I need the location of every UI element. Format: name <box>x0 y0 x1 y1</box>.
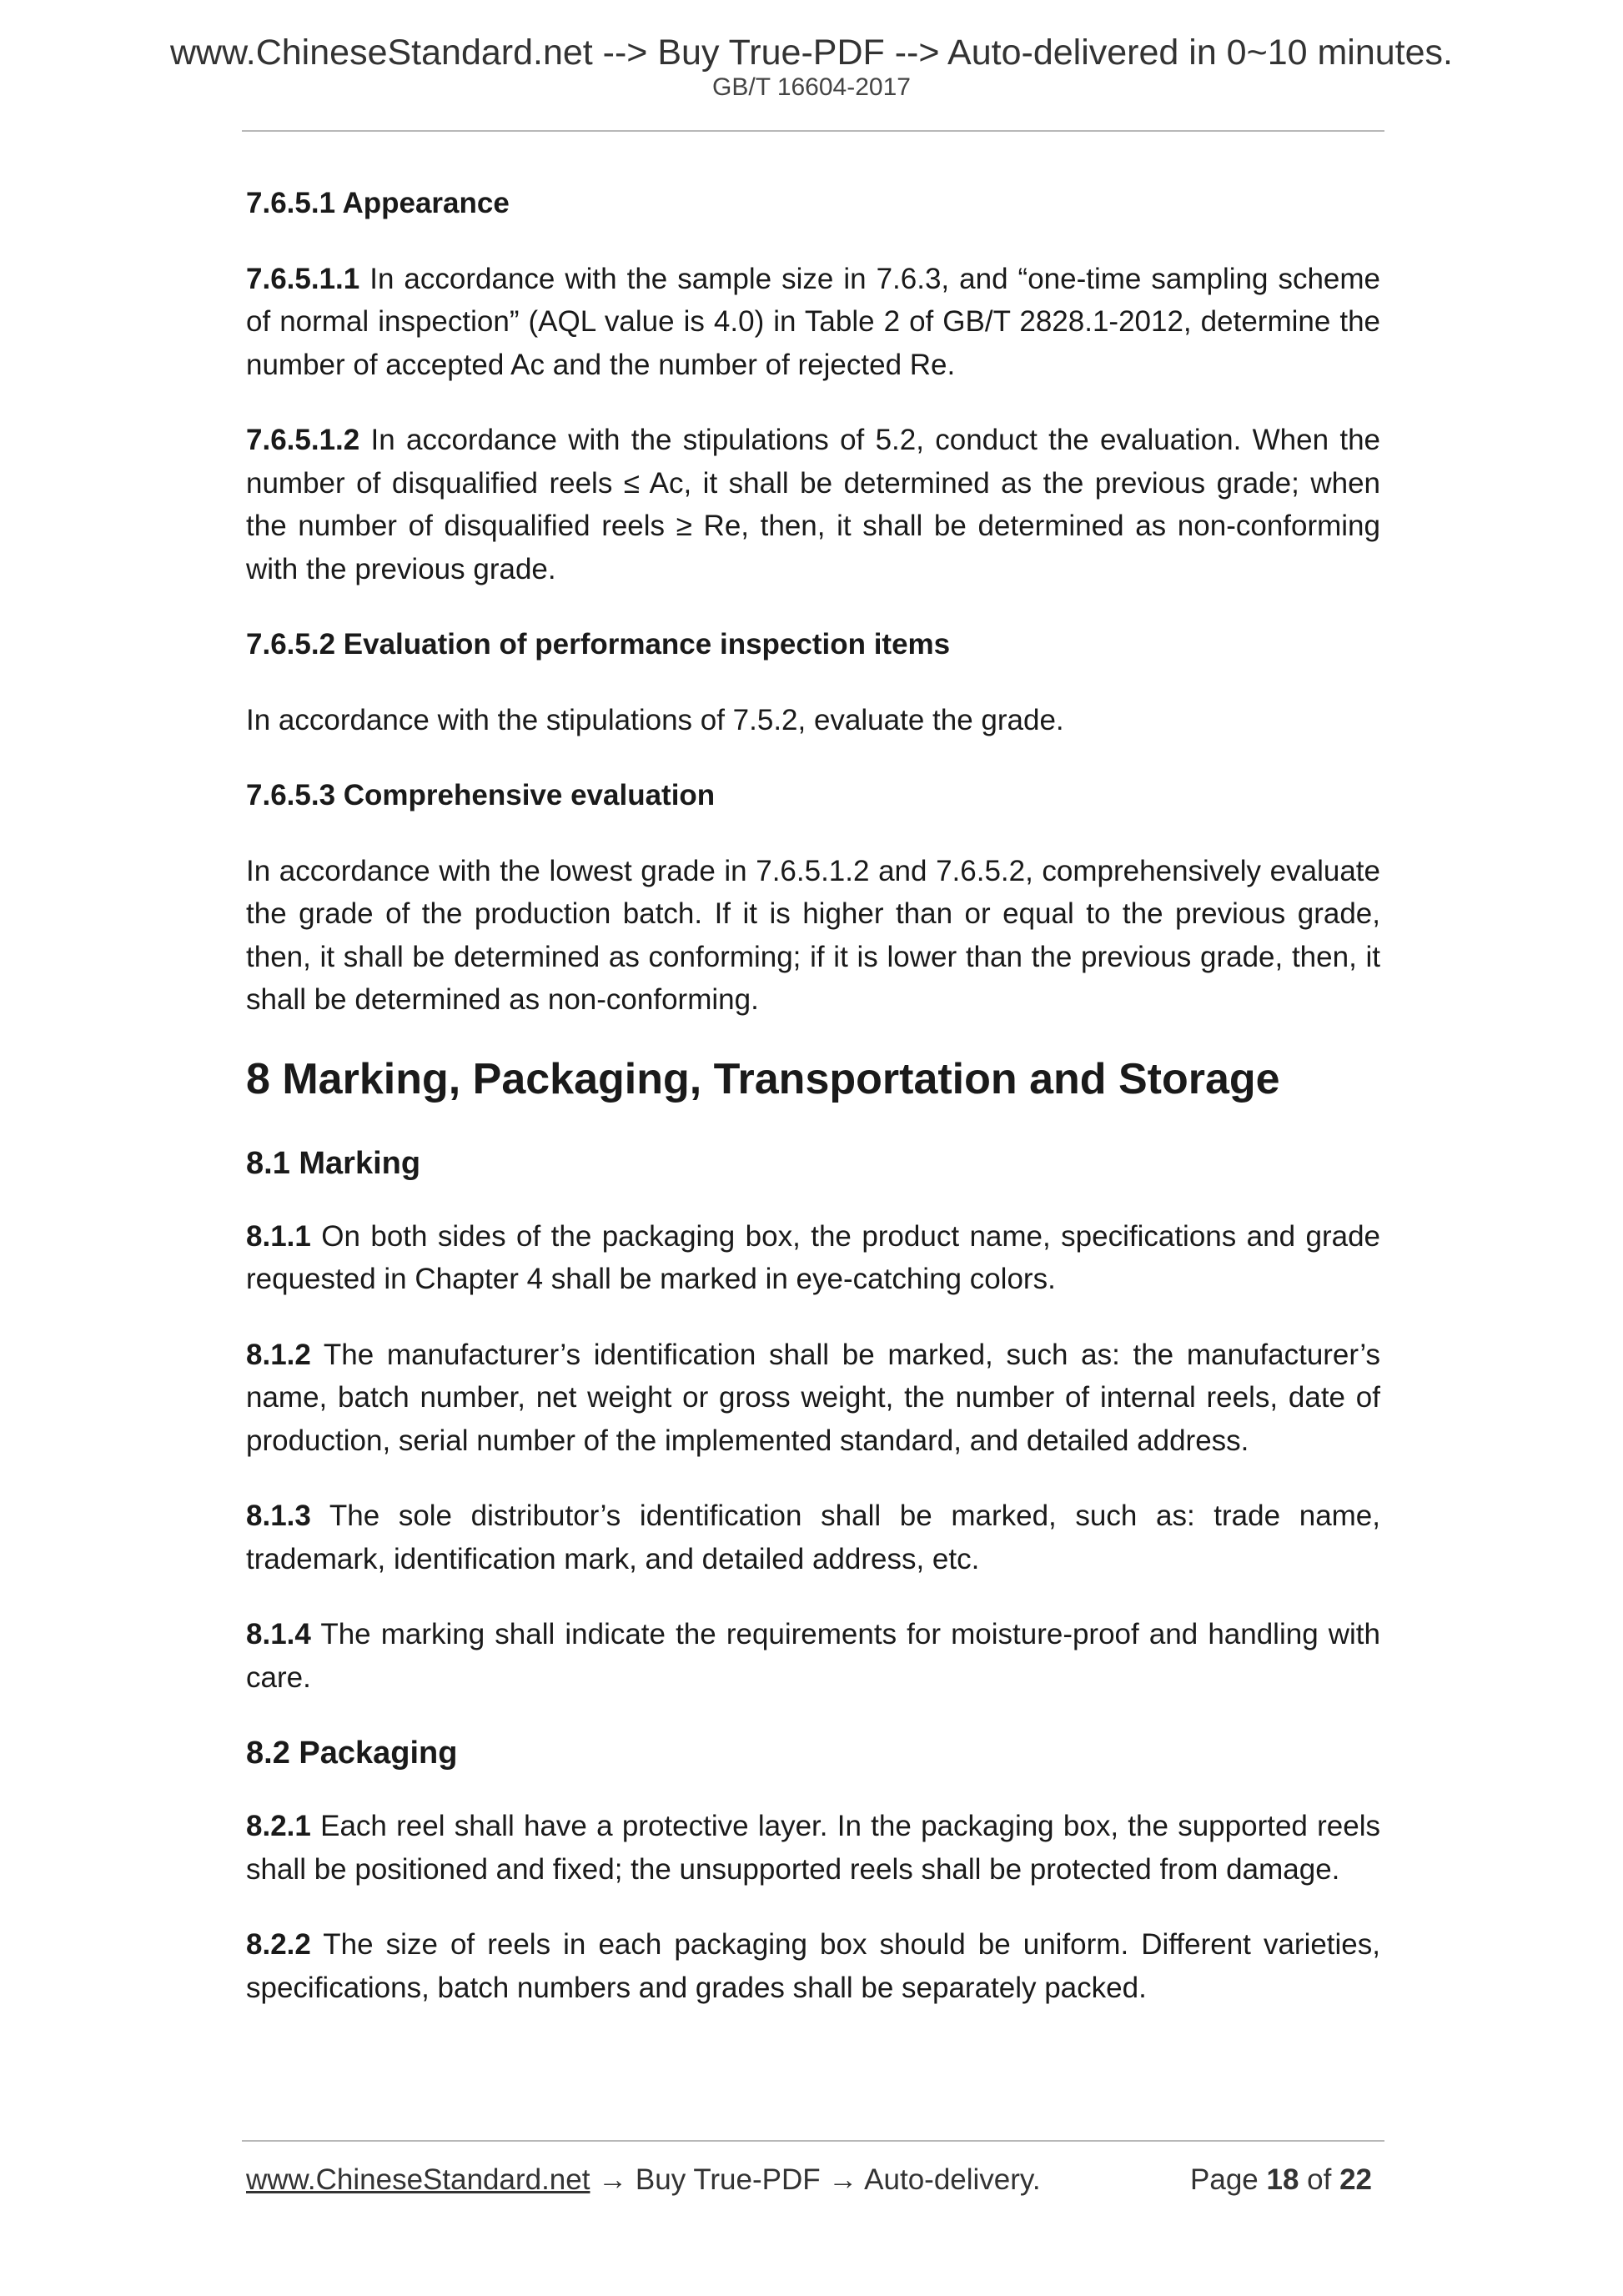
section-7-6-5-3-text: In accordance with the lowest grade in 7.6.5.1.2 and 7.6.5.2, comprehensively evaluate the grade of the production batch. If it is higher than or equal to the previous grade, then, it shall be determined as conforming; if it is lower than the previous grade, then, it shall be determined as non-conforming. <box>246 854 1380 1016</box>
document-body <box>246 182 1380 2009</box>
clause-text: The marking shall indicate the requirements for moisture-proof and handling with care. <box>246 1618 1380 1694</box>
section-7-6-5-3-heading: 7.6.5.3 Comprehensive evaluation <box>246 779 716 811</box>
page-label: Page <box>1190 2163 1267 2196</box>
clause-text: In accordance with the sample size in 7.6.3, and “one-time sampling scheme of normal inspection” (AQL value is 4.0) in Table 2 of GB/T 2828.1-2012, determine the number of accepted Ac and the number of rejected Re. <box>246 262 1380 381</box>
section-8-2-heading: 8.2 Packaging <box>246 1736 458 1771</box>
site-banner: www.ChineseStandard.net --> Buy True-PDF --> Auto-delivered in 0~10 minutes. <box>169 33 1453 73</box>
section-7-6-5-2-text: In accordance with the stipulations of 7.5.2, evaluate the grade. <box>246 703 1064 736</box>
clause-8-1-1 <box>246 1215 1380 1301</box>
clause-8-1-3 <box>246 1495 1380 1580</box>
standard-number: GB/T 16604-2017 <box>712 73 911 101</box>
page-of-label: of <box>1299 2163 1340 2196</box>
section-8-1-heading: 8.1 Marking <box>246 1145 421 1181</box>
clause-number: 8.2.1 <box>246 1810 311 1842</box>
footer-tagline: → Buy True-PDF → Auto-delivery. <box>590 2163 1041 2196</box>
clause-text: Each reel shall have a protective layer. In the packaging box, the supported reels shall be positioned and fixed; the unsupported reels shall be protected from damage. <box>246 1810 1380 1886</box>
clause-text: The manufacturer’s identification shall be marked, such as: the manufacturer’s name, batch number, net weight or gross weight, the number of internal reels, date of production, serial number of the implemented standard, and detailed address. <box>246 1338 1380 1457</box>
clause-number: 8.1.2 <box>246 1338 311 1371</box>
clause-number: 8.1.4 <box>246 1618 311 1650</box>
clause-number: 7.6.5.1.2 <box>246 424 360 456</box>
clause-number: 8.1.3 <box>246 1500 311 1532</box>
clause-number: 8.2.2 <box>246 1928 311 1961</box>
clause-7-6-5-1-2 <box>246 419 1380 590</box>
footer-divider <box>242 2140 1384 2142</box>
clause-8-2-1 <box>246 1805 1380 1891</box>
clause-text: On both sides of the packaging box, the product name, specifications and grade requested in Chapter 4 shall be marked in eye-catching colors. <box>246 1219 1380 1295</box>
clause-7-6-5-1-1 <box>246 258 1380 387</box>
page-current: 18 <box>1266 2163 1299 2196</box>
clause-number: 8.1.1 <box>246 1219 311 1253</box>
clause-text: In accordance with the stipulations of 5.2, conduct the evaluation. When the number of disqualified reels ≤ Ac, it shall be determined as the previous grade; when the number of disqualified reels ≥ Re, then, it shall be determined as non-conforming with the previous grade. <box>246 424 1380 585</box>
clause-8-1-2 <box>246 1334 1380 1463</box>
site-link[interactable]: www.ChineseStandard.net <box>246 2163 590 2196</box>
page-footer <box>246 2162 1380 2198</box>
clause-text: The size of reels in each packaging box should be uniform. Different varieties, specifications, batch numbers and grades shall be separately packed. <box>246 1928 1380 2004</box>
section-7-6-5-1-heading: 7.6.5.1 Appearance <box>246 187 510 219</box>
section-7-6-5-2-heading: 7.6.5.2 Evaluation of performance inspection items <box>246 628 951 661</box>
page-indicator <box>1190 2162 1372 2198</box>
chapter-8-heading: 8 Marking, Packaging, Transportation and Storage <box>246 1054 1280 1103</box>
page-total: 22 <box>1339 2163 1372 2196</box>
clause-text: The sole distributor’s identification shall be marked, such as: trade name, trademark, identification mark, and detailed address, etc. <box>246 1500 1380 1575</box>
clause-8-1-4 <box>246 1613 1380 1699</box>
clause-number: 7.6.5.1.1 <box>246 262 360 295</box>
header-divider <box>242 130 1384 132</box>
clause-8-2-2 <box>246 1923 1380 2009</box>
